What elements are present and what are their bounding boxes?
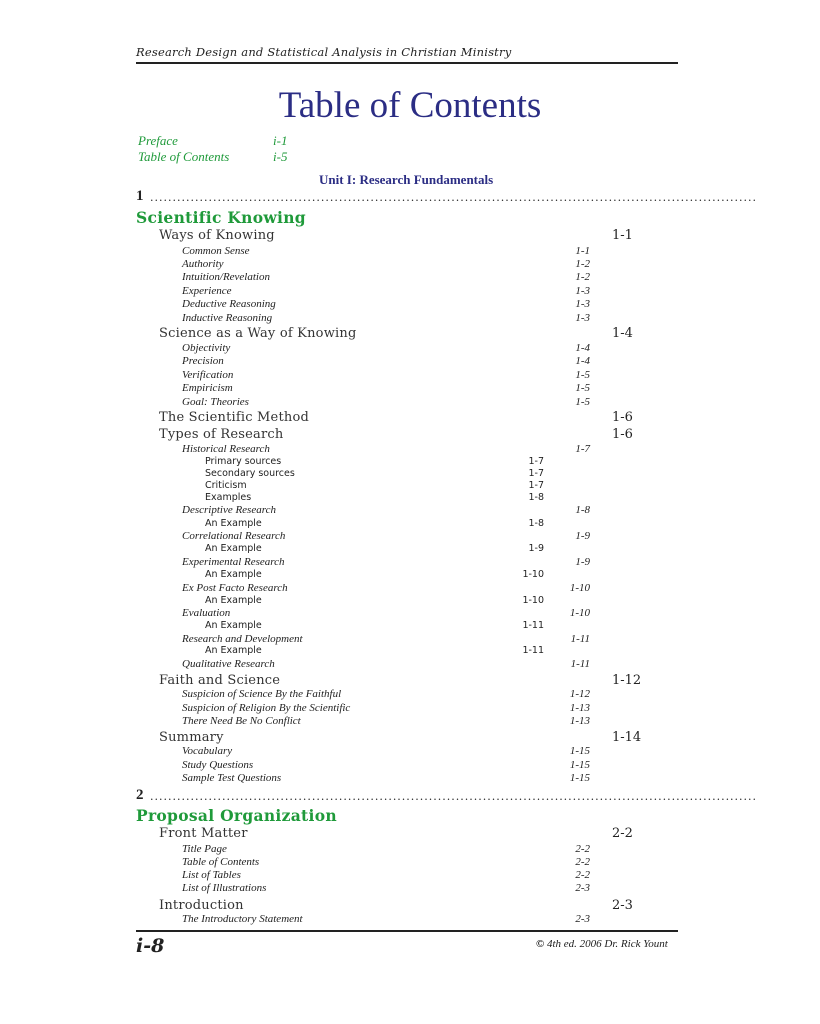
toc-entry-label: Title Page [182,843,227,855]
toc-entry-label: Authority [182,258,224,270]
front-matter-label-toc: Table of Contents [138,149,230,164]
page-title: Table of Contents [278,85,542,126]
front-matter-page-toc: i-5 [273,149,288,164]
toc-entry-page: 1-8 [528,518,544,529]
toc-entry-label: Introduction [159,898,244,913]
toc-entry-label: An Example [205,645,262,656]
toc-entry-label: An Example [205,595,262,606]
toc-entry-page: 1-5 [575,369,590,381]
toc-entry-page: 1-3 [575,298,590,310]
toc-entry-page: 1-11 [522,620,544,631]
toc-entry-page: 1-3 [575,312,590,324]
running-header: Research Design and Statistical Analysis in Christian Ministry [136,45,512,59]
toc-entry-label: Common Sense [182,245,250,257]
toc-entry-label: Deductive Reasoning [182,298,276,310]
toc-entry-label: Precision [182,355,224,367]
toc-entry-page: 1-3 [575,285,590,297]
chapter-1-leader: ....................................................................................................................................... [150,191,758,204]
toc-entry-label: The Scientific Method [159,410,309,425]
toc-entry-page: 1-7 [528,480,544,491]
toc-entry-label: Experimental Research [182,556,285,568]
toc-entry-label: Criticism [205,480,247,491]
toc-entry-page: 1-14 [612,730,642,745]
toc-entry-page: 2-2 [575,843,590,855]
toc-entry-page: 1-11 [570,658,590,670]
toc-entry-label: Secondary sources [205,468,295,479]
toc-entry-page: 1-15 [569,759,590,771]
toc-entry-page: 2-2 [575,856,590,868]
toc-entry-page: 2-3 [575,913,590,925]
toc-entry-label: Sample Test Questions [182,772,282,784]
toc-entry-page: 1-11 [570,633,590,645]
toc-entry-label: Ways of Knowing [159,228,275,243]
toc-entry-page: 1-2 [575,258,590,270]
toc-entry-label: The Introductory Statement [182,913,303,925]
toc-entry-page: 2-3 [575,882,590,894]
toc-entry-page: 1-12 [612,673,642,688]
toc-entry-page: 1-7 [528,456,544,467]
toc-entry-label: Inductive Reasoning [182,312,273,324]
toc-entry-label: Examples [205,492,252,503]
toc-entry-page: 1-9 [575,556,590,568]
toc-entry-page: 1-15 [569,745,590,757]
toc-entry-page: 1-8 [528,492,544,503]
toc-entry-label: Types of Research [159,427,284,442]
toc-entry-label: An Example [205,518,262,529]
toc-entry-label: Verification [182,369,234,381]
copyright-symbol: © [536,938,545,950]
toc-entry-page: 1-15 [569,772,590,784]
toc-entry-label: Ex Post Facto Research [182,582,288,594]
toc-entry-page: 1-10 [522,595,544,606]
toc-entry-label: Goal: Theories [182,396,249,408]
toc-entry-page: 1-1 [612,228,633,243]
toc-entry-page: 1-8 [575,504,590,516]
chapter-2-leader: ....................................................................................................................................... [150,790,758,803]
toc-entry-page: 1-11 [522,645,544,656]
footer-rule [136,930,678,932]
toc-entry-label: Intuition/Revelation [182,271,270,283]
front-matter-label-preface: Preface [138,133,178,148]
toc-entry-label: Front Matter [159,826,248,841]
toc-entry-page: 1-2 [575,271,590,283]
toc-entry-page: 1-10 [522,569,544,580]
toc-entry-page: 1-6 [612,427,633,442]
toc-entry-page: 2-3 [612,898,633,913]
toc-entry-page: 1-5 [575,382,590,394]
toc-entry-page: 1-9 [528,543,544,554]
toc-entry-label: Primary sources [205,456,282,467]
toc-entry-page: 1-4 [575,342,590,354]
toc-entry-page: 2-2 [575,869,590,881]
toc-entry-label: Objectivity [182,342,231,354]
toc-entry-label: Historical Research [182,443,270,455]
toc-entry-page: 1-12 [569,688,590,700]
toc-entry-label: Evaluation [182,607,231,619]
chapter-1-number: 1 [136,188,144,204]
toc-entry-label: Qualitative Research [182,658,275,670]
toc-entry-page: 1-9 [575,530,590,542]
toc-entry-label: An Example [205,543,262,554]
toc-entry-label: Study Questions [182,759,254,771]
toc-entry-label: Table of Contents [182,856,260,868]
toc-entry-page: 1-6 [612,410,633,425]
toc-entry-page: 1-10 [569,607,590,619]
toc-entry-page: 1-13 [569,702,590,714]
header-rule [136,62,678,64]
toc-entry-page: 1-4 [612,326,633,341]
toc-entry-label: An Example [205,569,262,580]
footer-copyright [536,938,668,950]
toc-entry-label: Suspicion of Religion By the Scientific [182,702,351,714]
toc-entry-label: An Example [205,620,262,631]
toc-entry-label: Vocabulary [182,745,233,757]
toc-entry-page: 1-4 [575,355,590,367]
toc-entry-label: List of Tables [182,869,241,881]
toc-entry-label: Suspicion of Science By the Faithful [182,688,342,700]
toc-entry-label: Science as a Way of Knowing [159,326,357,341]
unit-title: Unit I: Research Fundamentals [319,172,494,187]
toc-entry-label: Empiricism [182,382,233,394]
chapter-2-title: Proposal Organization [136,806,337,825]
toc-entry-label: Faith and Science [159,673,281,688]
footer-page-number: i-8 [136,935,165,957]
toc-entry-label: List of Illustrations [182,882,267,894]
toc-entry-page: 1-13 [569,715,590,727]
toc-entry-page: 2-2 [612,826,633,841]
toc-entry-label: Research and Development [182,633,303,645]
toc-entry-label: Correlational Research [182,530,286,542]
toc-entry-label: Experience [182,285,232,297]
toc-entry-page: 1-7 [528,468,544,479]
copyright-text: 4th ed. 2006 Dr. Rick Yount [544,938,668,950]
toc-entry-page: 1-7 [575,443,590,455]
chapter-1-title: Scientific Knowing [136,208,306,227]
toc-entry-page: 1-1 [575,245,590,257]
toc-entry-label: Descriptive Research [182,504,276,516]
toc-entry-label: Summary [159,730,224,745]
chapter-2-number: 2 [136,787,144,803]
toc-entry-label: There Need Be No Conflict [182,715,301,727]
front-matter-page-preface: i-1 [273,133,288,148]
toc-entry-page: 1-5 [575,396,590,408]
toc-entry-page: 1-10 [569,582,590,594]
